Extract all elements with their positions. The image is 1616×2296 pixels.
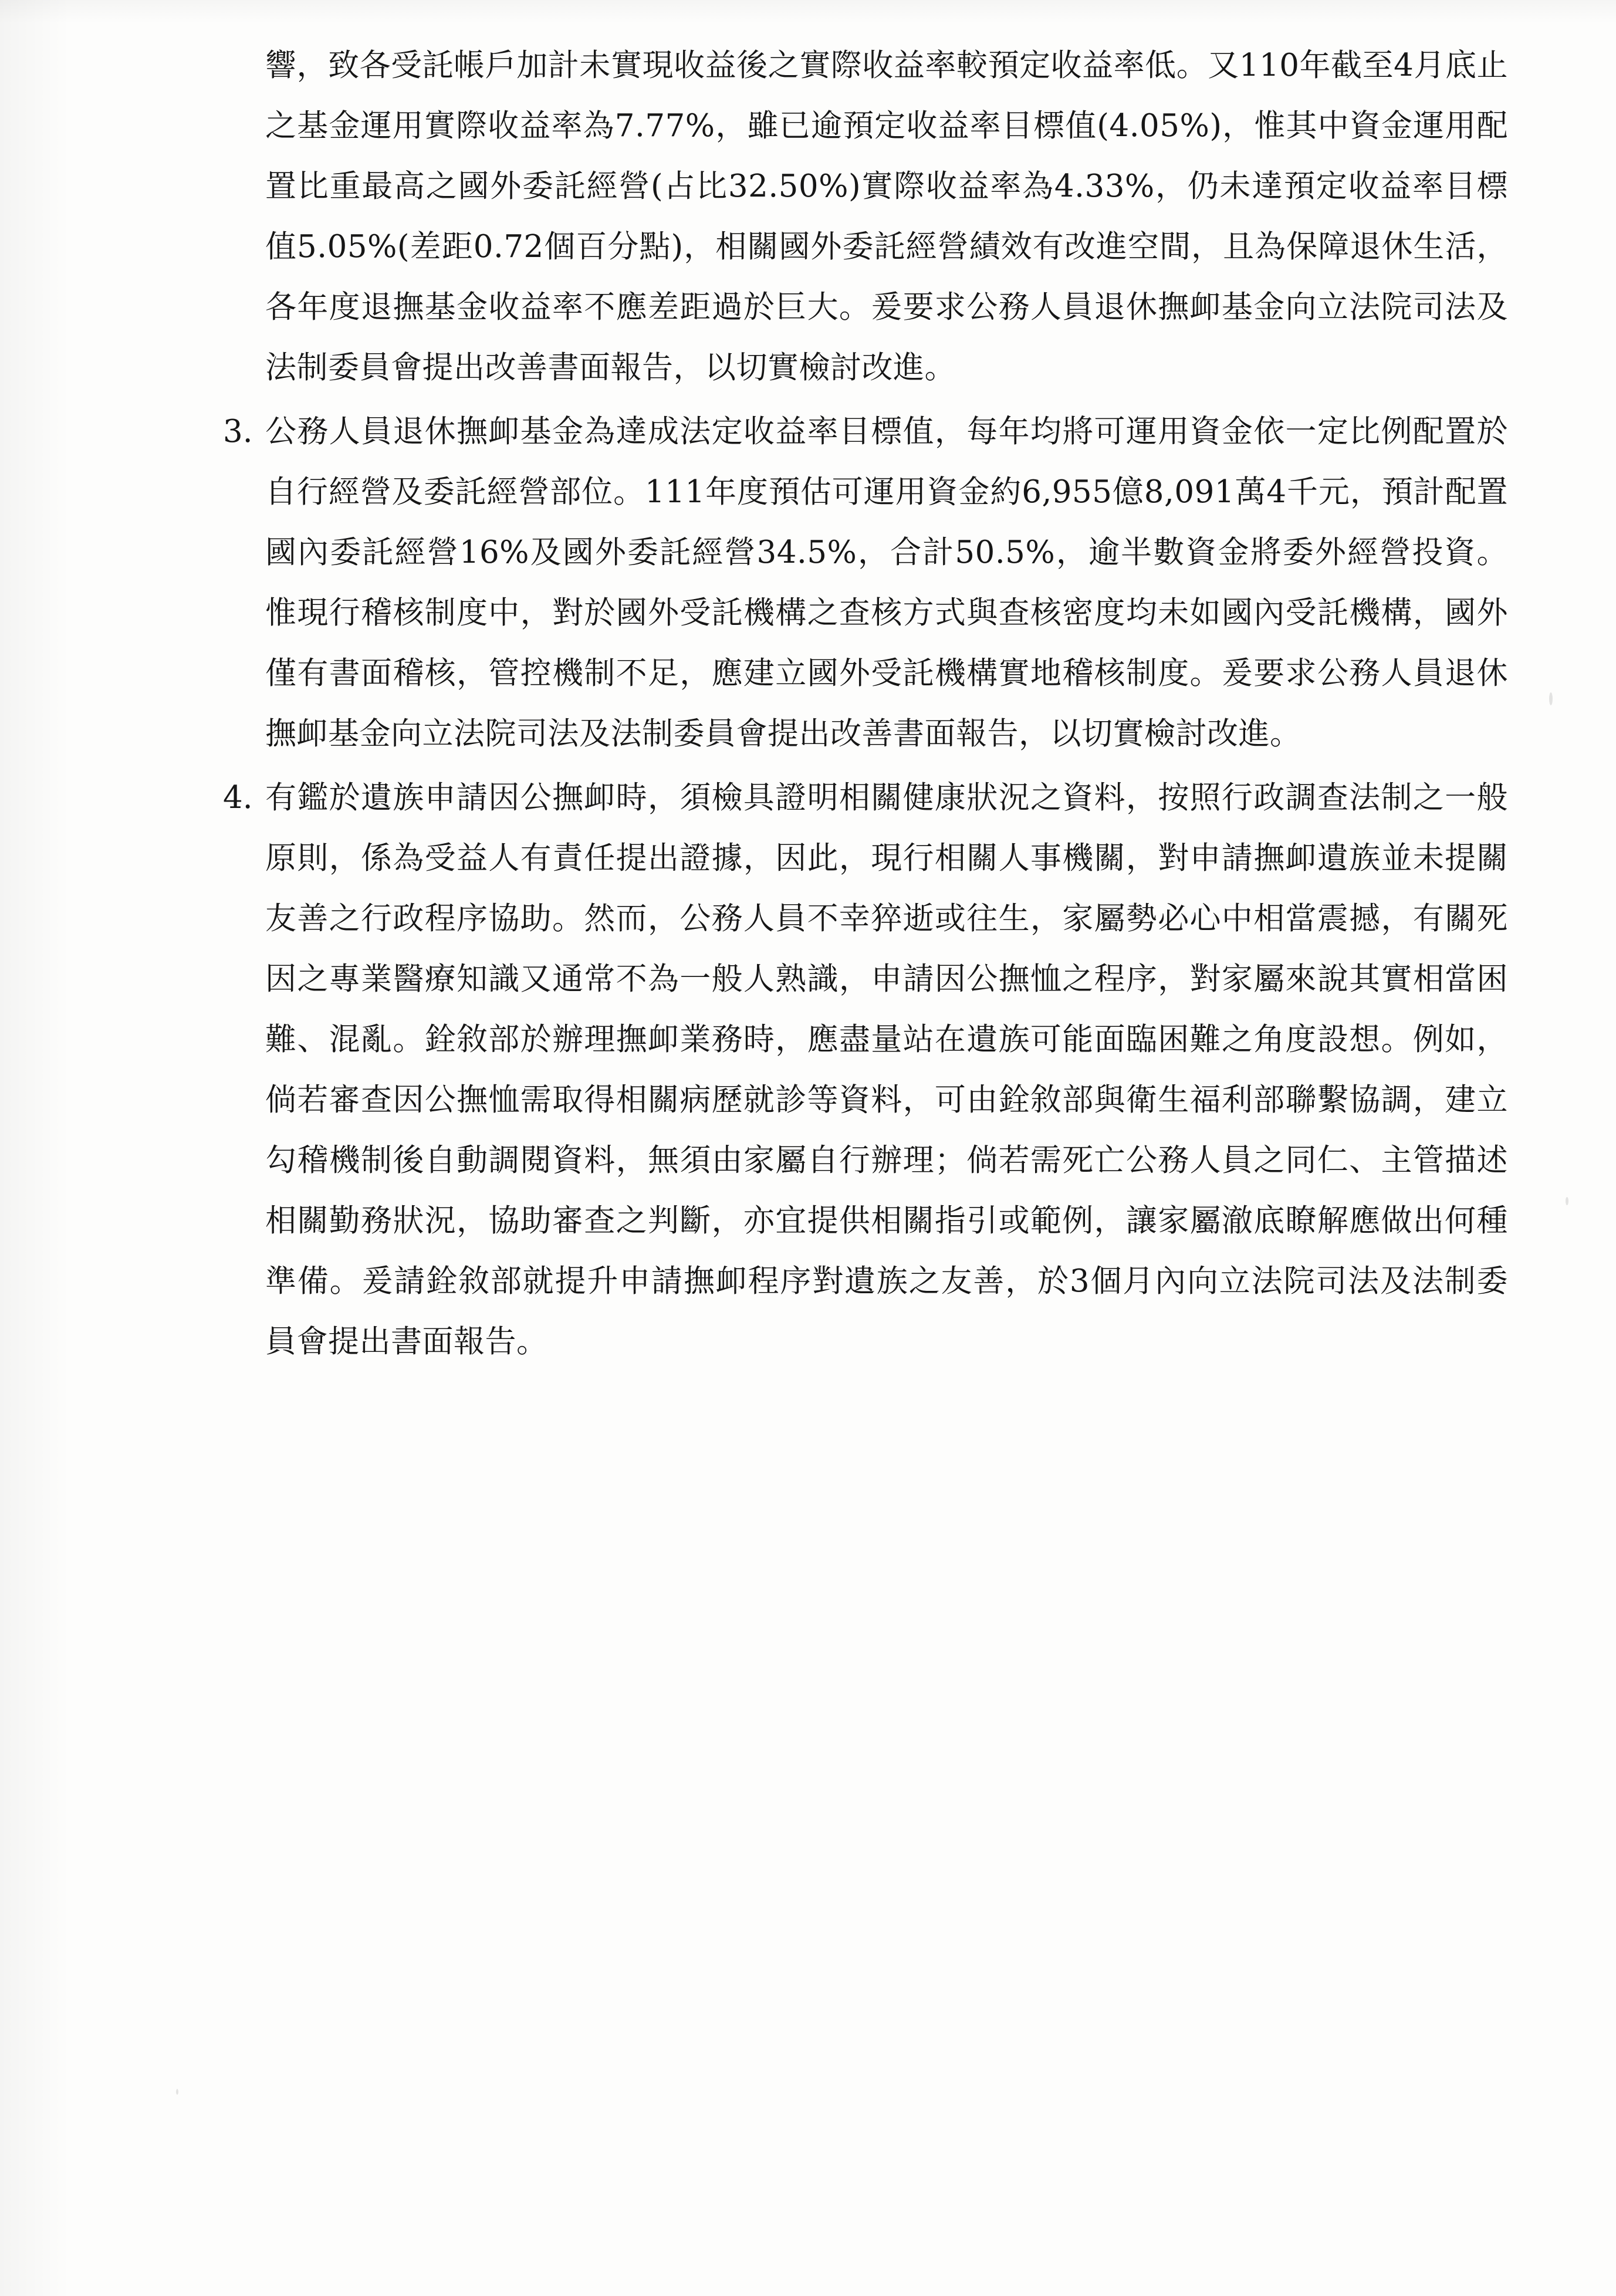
page-edge-shadow-top <box>0 0 1616 23</box>
document-body <box>223 35 1508 1375</box>
scan-speck <box>176 2089 178 2095</box>
paragraph-marker: 4. <box>223 780 253 816</box>
paragraph-marker: 3. <box>223 414 253 449</box>
paragraph-item-4 <box>223 767 1508 1372</box>
paragraph-item-3 <box>223 401 1508 764</box>
scan-speck <box>1566 1197 1568 1205</box>
paragraph-text: 響，致各受託帳戶加計未實現收益後之實際收益率較預定收益率低。又110年截至4月底止之基金運用實際收益率為7.77%，雖已逾預定收益率目標值(4.05%)，惟其中資金運用配置比重最高之國外委託經營(占比32.50%)實際收益率為4.33%，仍未達預定收益率目標值5.05%(差距0.72個百分點)，相關國外委託經營績效有改進空間，且為保障退休生活，各年度退撫基金收益率不應差距過於巨大。爰要求公務人員退休撫卹基金向立法院司法及法制委員會提出改善書面報告，以切實檢討改進。 <box>265 48 1508 386</box>
paragraph-continuation <box>223 35 1508 398</box>
scan-speck <box>1549 692 1553 705</box>
page-edge-shadow-left <box>0 0 70 2296</box>
paragraph-text: 公務人員退休撫卹基金為達成法定收益率目標值，每年均將可運用資金依一定比例配置於自行經營及委託經營部位。111年度預估可運用資金約6,955億8,091萬4千元，預計配置國內委託經營16%及國外委託經營34.5%，合計50.5%，逾半數資金將委外經營投資。惟現行稽核制度中，對於國外受託機構之查核方式與查核密度均未如國內受託機構，國外僅有書面稽核，管控機制不足，應建立國外受託機構實地稽核制度。爰要求公務人員退休撫卹基金向立法院司法及法制委員會提出改善書面報告，以切實檢討改進。 <box>265 414 1508 752</box>
paragraph-text: 有鑑於遺族申請因公撫卹時，須檢具證明相關健康狀況之資料，按照行政調查法制之一般原則，係為受益人有責任提出證據，因此，現行相關人事機關，對申請撫卹遺族並未提關友善之行政程序協助。然而，公務人員不幸猝逝或往生，家屬勢必心中相當震撼，有關死因之專業醫療知識又通常不為一般人熟識，申請因公撫恤之程序，對家屬來說其實相當困難、混亂。銓敘部於辦理撫卹業務時，應盡量站在遺族可能面臨困難之角度設想。例如，倘若審查因公撫恤需取得相關病歷就診等資料，可由銓敘部與衛生福利部聯繫協調，建立勾稽機制後自動調閱資料，無須由家屬自行辦理；倘若需死亡公務人員之同仁、主管描述相關勤務狀況，協助審查之判斷，亦宜提供相關指引或範例，讓家屬澈底瞭解應做出何種準備。爰請銓敘部就提升申請撫卹程序對遺族之友善，於3個月內向立法院司法及法制委員會提出書面報告。 <box>265 780 1508 1360</box>
